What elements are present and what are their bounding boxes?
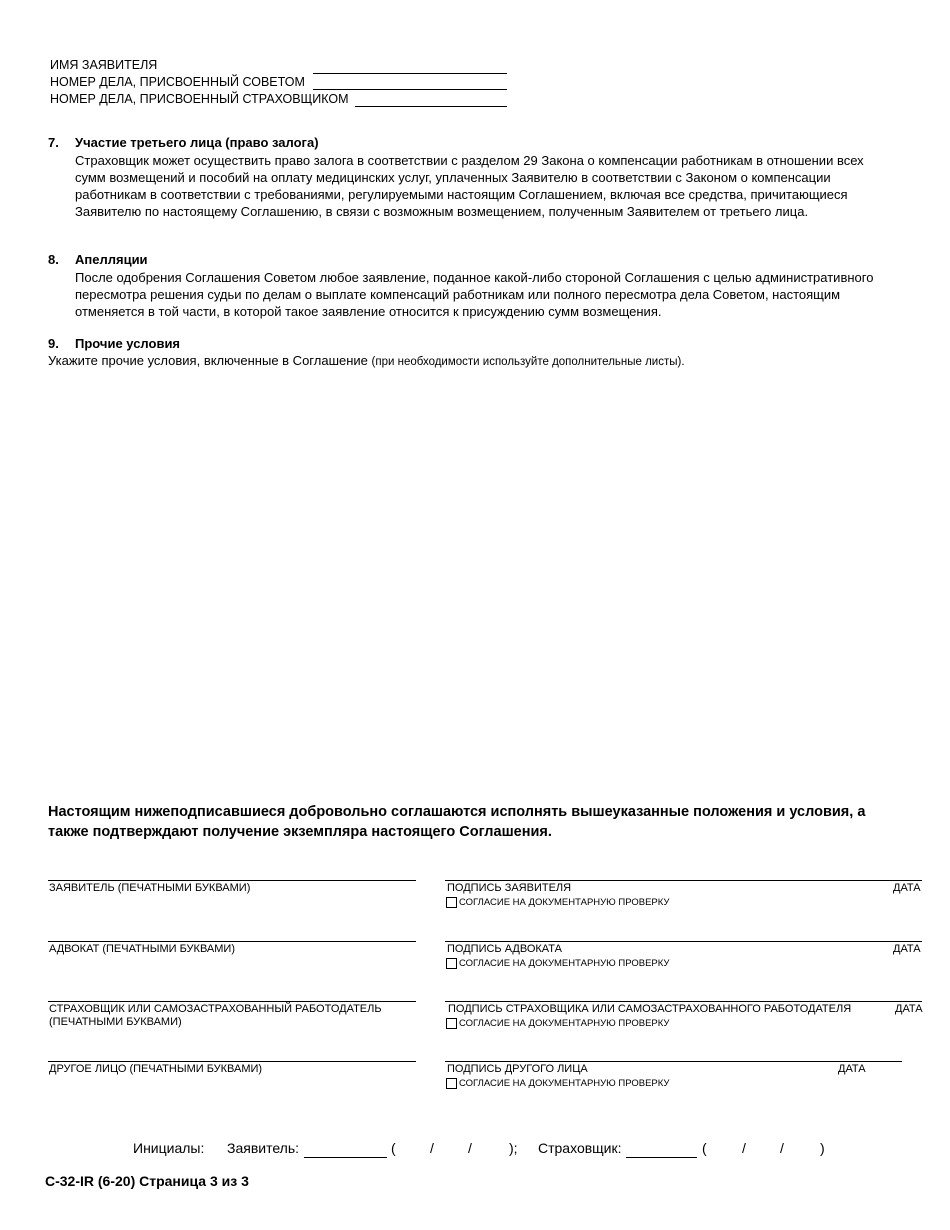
section-7-title: Участие третьего лица (право залога) xyxy=(75,135,319,150)
initials-claimant-label: Заявитель: xyxy=(227,1140,300,1156)
claimant-signature-line[interactable] xyxy=(445,880,922,881)
section-9-body: Укажите прочие условия, включенные в Соглашение xyxy=(48,353,368,368)
attorney-consent-checkbox[interactable] xyxy=(446,958,457,969)
other-party-print-line[interactable] xyxy=(48,1061,416,1062)
section-7-body: Страховщик может осуществить право залога в соответствии с разделом 29 Закона о компенсации работникам в отношении всех сумм возмещений и пособий на оплату медицинских услуг, уплаченных Заявителю в соответствии с Законом о компенсации работникам в соответствии с требованиями, регулируемыми настоящим Соглашением, включая все средства, причитающиеся Заявителю по настоящему Соглашению, в связи с возможным возмещением, полученным Заявителем от третьего лица. xyxy=(75,153,864,219)
carrier-signature-label: ПОДПИСЬ СТРАХОВЩИКА ИЛИ САМОЗАСТРАХОВАННОГО РАБОТОДАТЕЛЯ xyxy=(448,1003,852,1015)
section-9-number: 9. xyxy=(48,336,59,351)
section-9-title: Прочие условия xyxy=(75,336,181,351)
claimant-date-slash-1: / xyxy=(430,1140,434,1156)
agreement-statement: Настоящим нижеподписавшиеся добровольно соглашаются исполнять вышеуказанные положения и условия, а также подтверждают получение экземпляра настоящего Соглашения. xyxy=(48,804,866,840)
initials-label: Инициалы: xyxy=(133,1140,205,1156)
carrier-consent xyxy=(446,1018,669,1029)
carrier-date-slash-1: / xyxy=(742,1140,746,1156)
carrier-print-label: СТРАХОВЩИК ИЛИ САМОЗАСТРАХОВАННЫЙ РАБОТОДАТЕЛЬ xyxy=(49,1003,382,1015)
section-8-body: После одобрения Соглашения Советом любое заявление, поданное какой-либо стороной Соглашения с целью административного пересмотра решения судьи по делам о выплате компенсаций работникам или полного пересмотра дела Советом, настоящим отменяется в той части, в которой такое заявление относится к присуждению сумм возмещения. xyxy=(75,270,874,319)
claimant-print-line[interactable] xyxy=(48,880,416,881)
attorney-signature-label: ПОДПИСЬ АДВОКАТА xyxy=(447,943,562,955)
board-case-number-field-line[interactable] xyxy=(313,89,507,90)
carrier-date-open-paren: ( xyxy=(702,1140,707,1156)
carrier-print-label-2: (ПЕЧАТНЫМИ БУКВАМИ) xyxy=(49,1016,182,1028)
carrier-print-line[interactable] xyxy=(48,1001,416,1002)
carrier-date-label: ДАТА xyxy=(895,1003,923,1015)
claimant-name-label: ИМЯ ЗАЯВИТЕЛЯ xyxy=(50,58,158,72)
section-9-instruction xyxy=(48,353,685,368)
claimant-date-label: ДАТА xyxy=(893,882,921,894)
claimant-signature-label: ПОДПИСЬ ЗАЯВИТЕЛЯ xyxy=(447,882,572,894)
attorney-date-label: ДАТА xyxy=(893,943,921,955)
section-8-number: 8. xyxy=(48,252,59,267)
carrier-date-slash-2: / xyxy=(780,1140,784,1156)
carrier-case-number-field[interactable] xyxy=(355,106,507,107)
section-8-title: Апелляции xyxy=(75,252,148,267)
other-party-print-label: ДРУГОЕ ЛИЦО (ПЕЧАТНЫМИ БУКВАМИ) xyxy=(49,1063,263,1075)
other-party-signature-label: ПОДПИСЬ ДРУГОГО ЛИЦА xyxy=(447,1063,588,1075)
claimant-date-slash-2: / xyxy=(468,1140,472,1156)
attorney-signature-line[interactable] xyxy=(445,941,922,942)
board-case-number-field[interactable] xyxy=(313,73,507,74)
claimant-consent xyxy=(446,897,669,908)
carrier-date-close-paren: ) xyxy=(820,1140,825,1156)
form-footer-id: C-32-IR (6-20) Страница 3 из 3 xyxy=(45,1173,249,1189)
other-party-signature-line[interactable] xyxy=(445,1061,902,1062)
board-case-number-label: НОМЕР ДЕЛА, ПРИСВОЕННЫЙ СОВЕТОМ xyxy=(50,75,305,89)
other-conditions-area[interactable] xyxy=(48,375,898,775)
initials-claimant-field[interactable] xyxy=(304,1143,387,1158)
section-7-number: 7. xyxy=(48,135,59,150)
other-party-consent-label: СОГЛАСИЕ НА ДОКУМЕНТАРНУЮ ПРОВЕРКУ xyxy=(459,1078,670,1089)
claimant-date-close-paren: ); xyxy=(509,1140,518,1156)
attorney-consent xyxy=(446,958,669,969)
claimant-date-open-paren: ( xyxy=(391,1140,396,1156)
claimant-print-label: ЗАЯВИТЕЛЬ (ПЕЧАТНЫМИ БУКВАМИ) xyxy=(49,882,251,894)
attorney-print-label: АДВОКАТ (ПЕЧАТНЫМИ БУКВАМИ) xyxy=(49,943,235,955)
attorney-print-line[interactable] xyxy=(48,941,416,942)
claimant-consent-checkbox[interactable] xyxy=(446,897,457,908)
carrier-signature-line[interactable] xyxy=(445,1001,922,1002)
initials-carrier-label: Страховщик: xyxy=(538,1140,622,1156)
other-party-date-label: ДАТА xyxy=(838,1063,866,1075)
initials-carrier-field[interactable] xyxy=(626,1143,697,1158)
other-party-consent-checkbox[interactable] xyxy=(446,1078,457,1089)
carrier-case-number-label: НОМЕР ДЕЛА, ПРИСВОЕННЫЙ СТРАХОВЩИКОМ xyxy=(50,92,349,106)
claimant-consent-label: СОГЛАСИЕ НА ДОКУМЕНТАРНУЮ ПРОВЕРКУ xyxy=(459,897,670,908)
carrier-consent-label: СОГЛАСИЕ НА ДОКУМЕНТАРНУЮ ПРОВЕРКУ xyxy=(459,1018,670,1029)
other-party-consent xyxy=(446,1078,669,1089)
section-9-note: (при необходимости используйте дополнительные листы). xyxy=(371,356,685,368)
attorney-consent-label: СОГЛАСИЕ НА ДОКУМЕНТАРНУЮ ПРОВЕРКУ xyxy=(459,958,670,969)
carrier-consent-checkbox[interactable] xyxy=(446,1018,457,1029)
